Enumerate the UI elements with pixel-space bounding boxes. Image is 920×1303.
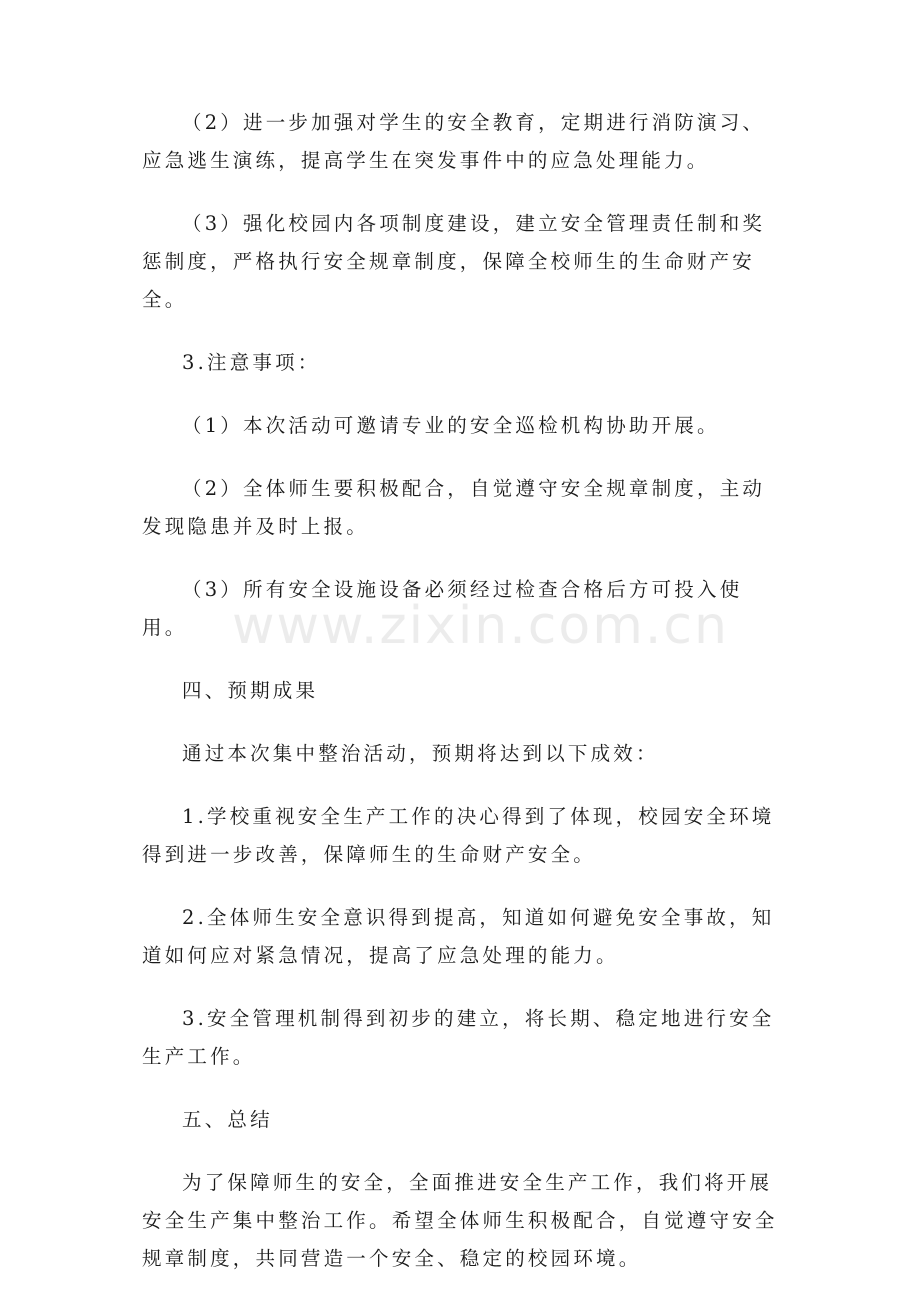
watermark: www.zixin.com.cn [232,596,729,656]
paragraph-results-intro: 通过本次集中整治活动，预期将达到以下成效： [182,742,659,765]
paragraph-system-building: （3）强化校园内各项制度建设，建立安全管理责任制和奖惩制度，严格执行安全规章制度，保障全校师生的生命财产安全。 [142,212,766,311]
paragraph-note-2: （2）全体师生要积极配合，自觉遵守安全规章制度，主动发现隐患并及时上报。 [142,477,766,538]
paragraph-note-3: （3）所有安全设施设备必须经过检查合格后方可投入使用。 [142,578,743,639]
paragraph-result-2: 2.全体师生安全意识得到提高，知道如何避免安全事故，知道如何应对紧急情况，提高了应急处理的能力。 [142,906,775,967]
paragraph-result-1: 1.学校重视安全生产工作的决心得到了体现，校园安全环境得到进一步改善，保障师生的生命财产安全。 [142,805,775,866]
paragraph-note-1: （1）本次活动可邀请专业的安全巡检机构协助开展。 [182,414,720,437]
document-body [142,104,782,1303]
section-heading-expected-results: 四、预期成果 [182,679,319,702]
paragraph-education: （2）进一步加强对学生的安全教育，定期进行消防演习、应急逃生演练，提高学生在突发事件中的应急处理能力。 [142,111,766,172]
subheading-notes: 3.注意事项： [182,351,321,374]
section-heading-summary: 五、总结 [182,1108,273,1131]
paragraph-result-3: 3.安全管理机制得到初步的建立，将长期、稳定地进行安全生产工作。 [142,1007,775,1068]
paragraph-summary: 为了保障师生的安全，全面推进安全生产工作，我们将开展安全生产集中整治工作。希望全体师生积极配合，自觉遵守安全规章制度，共同营造一个安全、稳定的校园环境。 [142,1171,778,1270]
